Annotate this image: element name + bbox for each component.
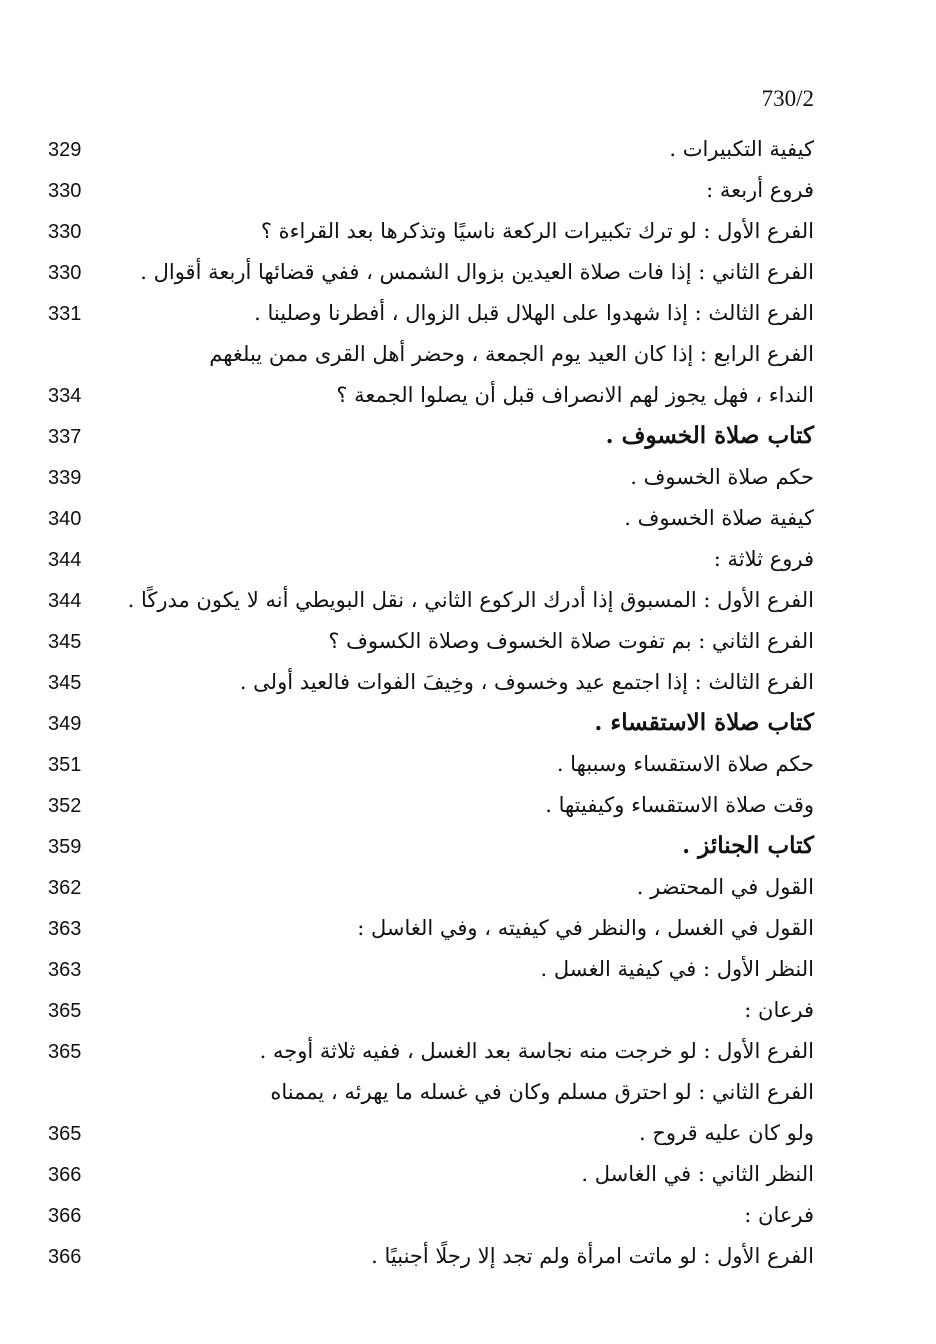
toc-entry-page: 345 [48, 631, 82, 653]
toc-entry [0, 1155, 936, 1196]
toc-entry-page: 365 [48, 1000, 82, 1022]
toc-entry-title: فروع أربعة : [706, 178, 814, 202]
toc-entry-title: القول في الغسل ، والنظر في كيفيته ، وفي الغاسل : [357, 916, 814, 940]
toc-entry-title: الفرع الأول : المسبوق إذا أدرك الركوع الثاني ، نقل البويطي أنه لا يكون مدركًا . [127, 588, 814, 612]
toc-entry-page: 330 [48, 262, 82, 284]
toc-entry [0, 212, 936, 253]
toc-entry-title: الفرع الثاني : إذا فات صلاة العيدين بزوال الشمس ، ففي قضائها أربعة أقوال . [140, 260, 814, 284]
toc-entry [0, 1196, 936, 1237]
toc-entry-page: 344 [48, 590, 82, 612]
toc-entry [0, 909, 936, 950]
toc-entry-page: 330 [48, 221, 82, 243]
toc-entry-title: ولو كان عليه قروح . [639, 1121, 814, 1145]
toc-entry-page: 365 [48, 1123, 82, 1145]
toc-entry-page: 334 [48, 385, 82, 407]
toc-entry-title: الفرع الثاني : لو احترق مسلم وكان في غسله ما يهرئه ، يممناه [270, 1080, 814, 1104]
toc-entry [0, 253, 936, 294]
toc-entry-title: الفرع الرابع : إذا كان العيد يوم الجمعة ، وحضر أهل القرى ممن يبلغهم [209, 342, 814, 366]
toc-entry-page: 345 [48, 672, 82, 694]
toc-entry [0, 622, 936, 663]
toc-entry [0, 540, 936, 581]
toc-entry-page: 340 [48, 508, 82, 530]
toc-chapter-heading: كتاب صلاة الخسوف . [605, 422, 814, 449]
toc-entry-page: 365 [48, 1041, 82, 1063]
toc-entry-page: 363 [48, 918, 82, 940]
toc-entry [0, 868, 936, 909]
toc-entry [0, 458, 936, 499]
toc-entry-page: 344 [48, 549, 82, 571]
page-number: 730/2 [761, 86, 814, 111]
toc-entry-page: 337 [48, 426, 82, 448]
toc-entry [0, 130, 936, 171]
toc-entry [0, 417, 936, 458]
toc-entry [0, 1237, 936, 1278]
toc-entry-title: فرعان : [744, 998, 814, 1022]
toc-entry-page: 339 [48, 467, 82, 489]
toc-entry [0, 950, 936, 991]
toc-entry-title: الفرع الأول : لو ماتت امرأة ولم تجد إلا رجلًا أجنبيًا . [371, 1244, 814, 1268]
table-of-contents [0, 130, 936, 1278]
toc-entry-page: 366 [48, 1205, 82, 1227]
toc-entry [0, 786, 936, 827]
toc-entry [0, 581, 936, 622]
toc-entry [0, 294, 936, 335]
toc-entry-title: الفرع الأول : لو خرجت منه نجاسة بعد الغسل ، ففيه ثلاثة أوجه . [259, 1039, 814, 1063]
toc-entry-title: فروع ثلاثة : [713, 547, 814, 571]
toc-entry [0, 499, 936, 540]
toc-entry-page: 329 [48, 139, 82, 161]
toc-entry-title: القول في المحتضر . [636, 875, 814, 899]
toc-entry-page: 363 [48, 959, 82, 981]
toc-entry-title: الفرع الثالث : إذا اجتمع عيد وخسوف ، وخِيفَ الفوات فالعيد أولى . [239, 670, 814, 694]
toc-entry-title: حكم صلاة الاستقساء وسببها . [556, 752, 814, 776]
toc-entry-page: 359 [48, 836, 82, 858]
toc-entry [0, 171, 936, 212]
toc-entry-title: كيفية صلاة الخسوف . [624, 506, 814, 530]
toc-entry-title: فرعان : [744, 1203, 814, 1227]
toc-entry-title: النظر الأول : في كيفية الغسل . [540, 957, 814, 981]
toc-entry-page: 352 [48, 795, 82, 817]
toc-entry-page: 330 [48, 180, 82, 202]
toc-entry-page: 366 [48, 1164, 82, 1186]
toc-chapter-heading: كتاب الجنائز . [682, 832, 814, 859]
toc-entry [0, 335, 936, 376]
toc-entry-page: 351 [48, 754, 82, 776]
toc-entry-title: وقت صلاة الاستقساء وكيفيتها . [545, 793, 814, 817]
toc-entry [0, 1032, 936, 1073]
toc-entry [0, 1114, 936, 1155]
toc-entry [0, 1073, 936, 1114]
toc-entry-title: كيفية التكبيرات . [669, 137, 814, 161]
toc-entry-title: الفرع الأول : لو ترك تكبيرات الركعة ناسيًا وتذكرها بعد القراءة ؟ [260, 219, 814, 243]
toc-entry-page: 349 [48, 713, 82, 735]
toc-entry [0, 663, 936, 704]
toc-entry [0, 745, 936, 786]
toc-entry [0, 704, 936, 745]
toc-chapter-heading: كتاب صلاة الاستقساء . [594, 709, 814, 736]
toc-entry [0, 376, 936, 417]
toc-entry-title: الفرع الثالث : إذا شهدوا على الهلال قبل الزوال ، أفطرنا وصلينا . [254, 301, 814, 325]
toc-entry [0, 991, 936, 1032]
toc-entry-page: 362 [48, 877, 82, 899]
toc-entry-title: حكم صلاة الخسوف . [630, 465, 814, 489]
toc-entry-page: 366 [48, 1246, 82, 1268]
toc-entry-page: 331 [48, 303, 82, 325]
toc-entry-title: النداء ، فهل يجوز لهم الانصراف قبل أن يصلوا الجمعة ؟ [336, 383, 814, 407]
toc-entry-title: الفرع الثاني : بم تفوت صلاة الخسوف وصلاة الكسوف ؟ [328, 629, 814, 653]
toc-entry-title: النظر الثاني : في الغاسل . [581, 1162, 814, 1186]
toc-entry [0, 827, 936, 868]
